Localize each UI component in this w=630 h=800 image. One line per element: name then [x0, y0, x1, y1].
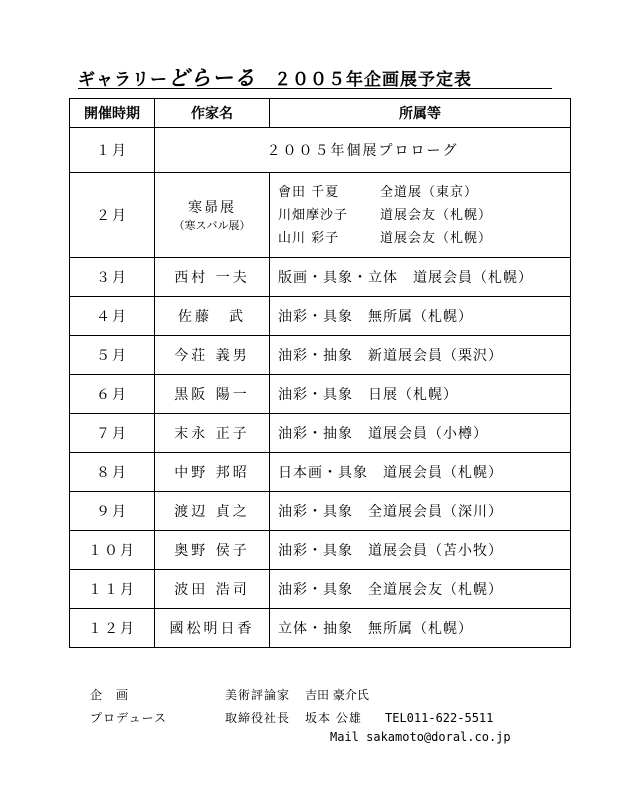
producer-title: 取締役社長 — [225, 711, 291, 725]
title-suffix: ２００５年企画展予定表 — [274, 70, 472, 90]
member-name: 川畑摩沙子 — [278, 207, 349, 223]
member-row — [278, 204, 570, 227]
producer-row — [90, 707, 530, 730]
member-affiliation: 道展会友（札幌） — [380, 207, 493, 223]
period-cell: ６月 — [70, 375, 155, 414]
page-title — [78, 62, 552, 89]
artist-cell: 西村 一夫 — [155, 258, 270, 297]
prologue-cell: ２００５年個展プロローグ — [155, 128, 571, 173]
period-cell: １２月 — [70, 609, 155, 648]
period-cell: ９月 — [70, 492, 155, 531]
affiliation-cell: 版画・具象・立体 道展会員（札幌） — [270, 258, 571, 297]
table-row — [70, 297, 571, 336]
title-prefix: ギャラリー — [78, 70, 168, 90]
affiliation-cell: 油彩・具象 全道展会友（札幌） — [270, 570, 571, 609]
exhibition-schedule-table — [69, 98, 571, 648]
table-row — [70, 336, 571, 375]
affiliation-cell: 油彩・抽象 新道展会員（栗沢） — [270, 336, 571, 375]
planning-name: 吉田 豪介氏 — [305, 688, 369, 702]
member-row — [278, 227, 570, 250]
artist-cell: 末永 正子 — [155, 414, 270, 453]
period-cell: ３月 — [70, 258, 155, 297]
table-row — [70, 492, 571, 531]
artist-cell: 中野 邦昭 — [155, 453, 270, 492]
artist-cell: 黒阪 陽一 — [155, 375, 270, 414]
affiliation-cell: 油彩・具象 全道展会員（深川） — [270, 492, 571, 531]
member-affiliation: 道展会友（札幌） — [380, 230, 493, 246]
period-cell: ７月 — [70, 414, 155, 453]
header-artist: 作家名 — [155, 99, 270, 128]
planning-label: 企 画 — [90, 688, 130, 702]
member-name: 山川 彩子 — [278, 230, 340, 246]
header-period: 開催時期 — [70, 99, 155, 128]
phone-number: TEL011-622-5511 — [385, 711, 494, 725]
artist-cell: 國松明日香 — [155, 609, 270, 648]
footer-credits — [90, 684, 530, 730]
table-row — [70, 128, 571, 173]
period-cell: １１月 — [70, 570, 155, 609]
period-cell: ２月 — [70, 173, 155, 258]
member-name: 會田 千夏 — [278, 184, 340, 200]
artist-cell: 奥野 侯子 — [155, 531, 270, 570]
period-cell: ８月 — [70, 453, 155, 492]
group-subtitle: （寒スバル展） — [173, 219, 251, 232]
producer-label: プロデュース — [90, 711, 168, 725]
artist-cell: 渡辺 貞之 — [155, 492, 270, 531]
member-affiliation: 全道展（東京） — [380, 184, 479, 200]
artist-cell: 佐藤 武 — [155, 297, 270, 336]
artist-cell: 波田 浩司 — [155, 570, 270, 609]
affiliation-cell: 油彩・具象 日展（札幌） — [270, 375, 571, 414]
table-row — [70, 531, 571, 570]
group-members-cell — [270, 173, 571, 258]
artist-cell: 今荘 義男 — [155, 336, 270, 375]
affiliation-cell: 油彩・具象 無所属（札幌） — [270, 297, 571, 336]
header-affiliation: 所属等 — [270, 99, 571, 128]
table-row — [70, 414, 571, 453]
producer-name: 坂本 公雄 — [305, 711, 362, 725]
planning-row — [90, 684, 530, 707]
affiliation-cell: 油彩・抽象 道展会員（小樽） — [270, 414, 571, 453]
table-row — [70, 453, 571, 492]
group-name: 寒昴展 — [188, 200, 236, 216]
table-row — [70, 173, 571, 258]
table-row — [70, 570, 571, 609]
group-exhibition-cell — [155, 173, 270, 258]
table-header-row — [70, 99, 571, 128]
period-cell: ５月 — [70, 336, 155, 375]
affiliation-cell: 日本画・具象 道展会員（札幌） — [270, 453, 571, 492]
period-cell: １月 — [70, 128, 155, 173]
period-cell: １０月 — [70, 531, 155, 570]
period-cell: ４月 — [70, 297, 155, 336]
planning-title: 美術評論家 — [225, 688, 291, 702]
table-row — [70, 375, 571, 414]
email-address: Mail sakamoto@doral.co.jp — [330, 730, 511, 744]
table-row — [70, 609, 571, 648]
affiliation-cell: 立体・抽象 無所属（札幌） — [270, 609, 571, 648]
affiliation-cell: 油彩・具象 道展会員（苫小牧） — [270, 531, 571, 570]
table-row — [70, 258, 571, 297]
member-row — [278, 181, 570, 204]
gallery-name: どらーる — [168, 65, 256, 90]
